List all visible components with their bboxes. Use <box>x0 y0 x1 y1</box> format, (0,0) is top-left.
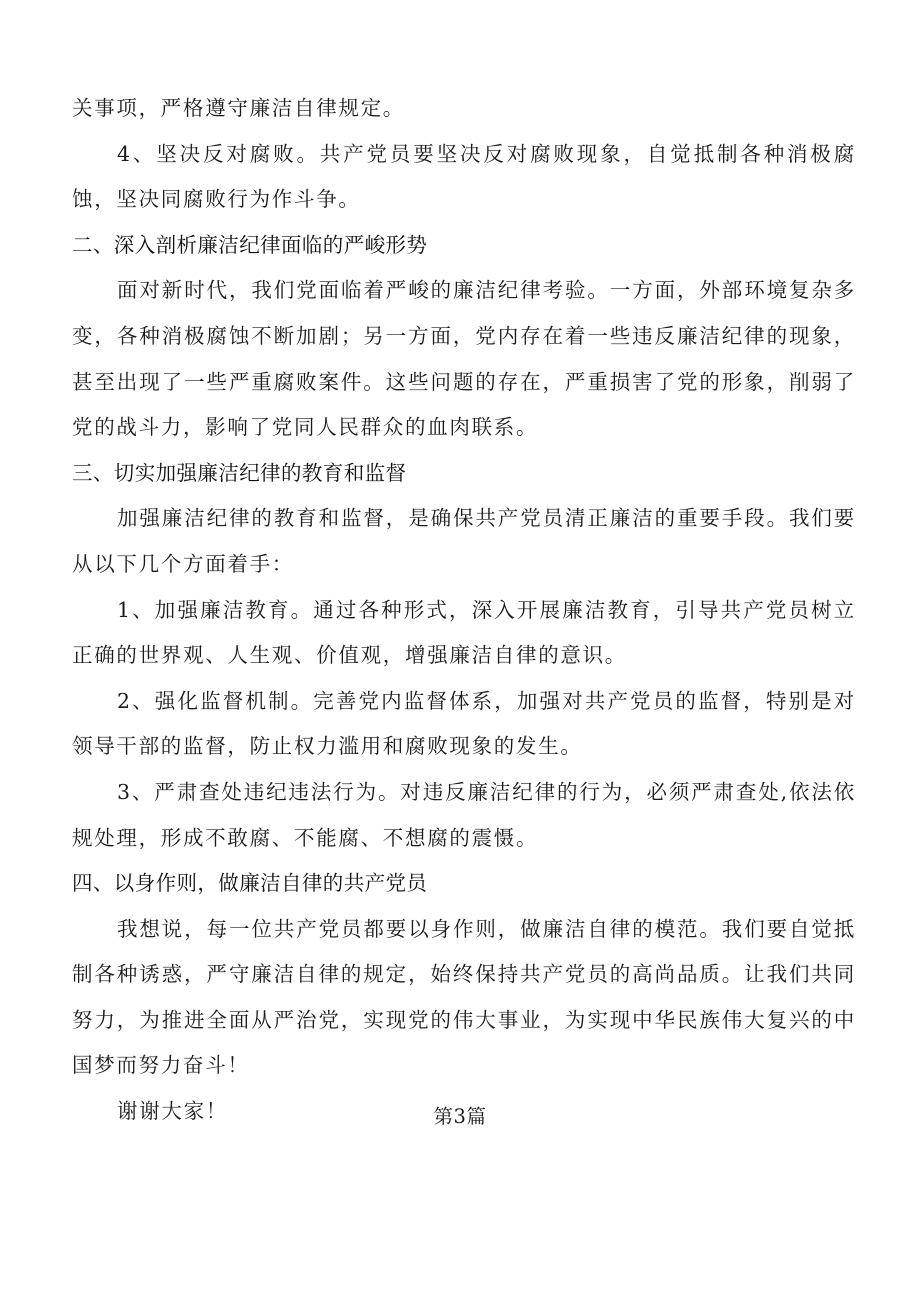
paragraph-conclusion: 我想说，每一位共产党员都要以身作则，做廉洁自律的模范。我们要自觉抵制各种诱惑，严守廉洁自律的规定，始终保持共产党员的高尚品质。让我们共同努力，为推进全面从严治党，实现党的伟大事业，为实现中华民族伟大复兴的中国梦而努力奋斗！ <box>72 916 856 1078</box>
next-section-label: 第3篇 <box>433 1105 487 1128</box>
paragraph-education-intro: 加强廉洁纪律的教育和监督，是确保共产党员清正廉洁的重要手段。我们要从以下几个方面着手： <box>72 506 856 576</box>
section-heading-2: 二、深入剖析廉洁纪律面临的严峻形势 <box>72 232 428 257</box>
section-heading-3: 三、切实加强廉洁纪律的教育和监督 <box>72 460 407 485</box>
document-body <box>72 86 856 1135</box>
paragraph-thanks: 谢谢大家！ <box>117 1099 228 1124</box>
paragraph-point-4: 4、坚决反对腐败。共产党员要坚决反对腐败现象，自觉抵制各种消极腐蚀，坚决同腐败行为作斗争。 <box>72 141 856 212</box>
paragraph-continuation: 关事项，严格遵守廉洁自律规定。 <box>72 96 405 120</box>
section-heading-4: 四、以身作则，做廉洁自律的共产党员 <box>72 871 428 896</box>
paragraph-point-2: 2、强化监督机制。完善党内监督体系，加强对共产党员的监督，特别是对领导干部的监督，防止权力滥用和腐败现象的发生。 <box>72 688 856 759</box>
paragraph-point-1: 1、加强廉洁教育。通过各种形式，深入开展廉洁教育，引导共产党员树立正确的世界观、人生观、价值观，增强廉洁自律的意识。 <box>72 597 856 668</box>
paragraph-situation: 面对新时代，我们党面临着严峻的廉洁纪律考验。一方面，外部环境复杂多变，各种消极腐蚀不断加剧；另一方面，党内存在着一些违反廉洁纪律的现象，甚至出现了一些严重腐败案件。这些问题的存在，严重损害了党的形象，削弱了党的战斗力，影响了党同人民群众的血肉联系。 <box>72 278 856 440</box>
paragraph-point-3: 3、严肃查处违纪违法行为。对违反廉洁纪律的行为，必须严肃查处,依法依规处理，形成不敢腐、不能腐、不想腐的震慑。 <box>72 779 856 850</box>
